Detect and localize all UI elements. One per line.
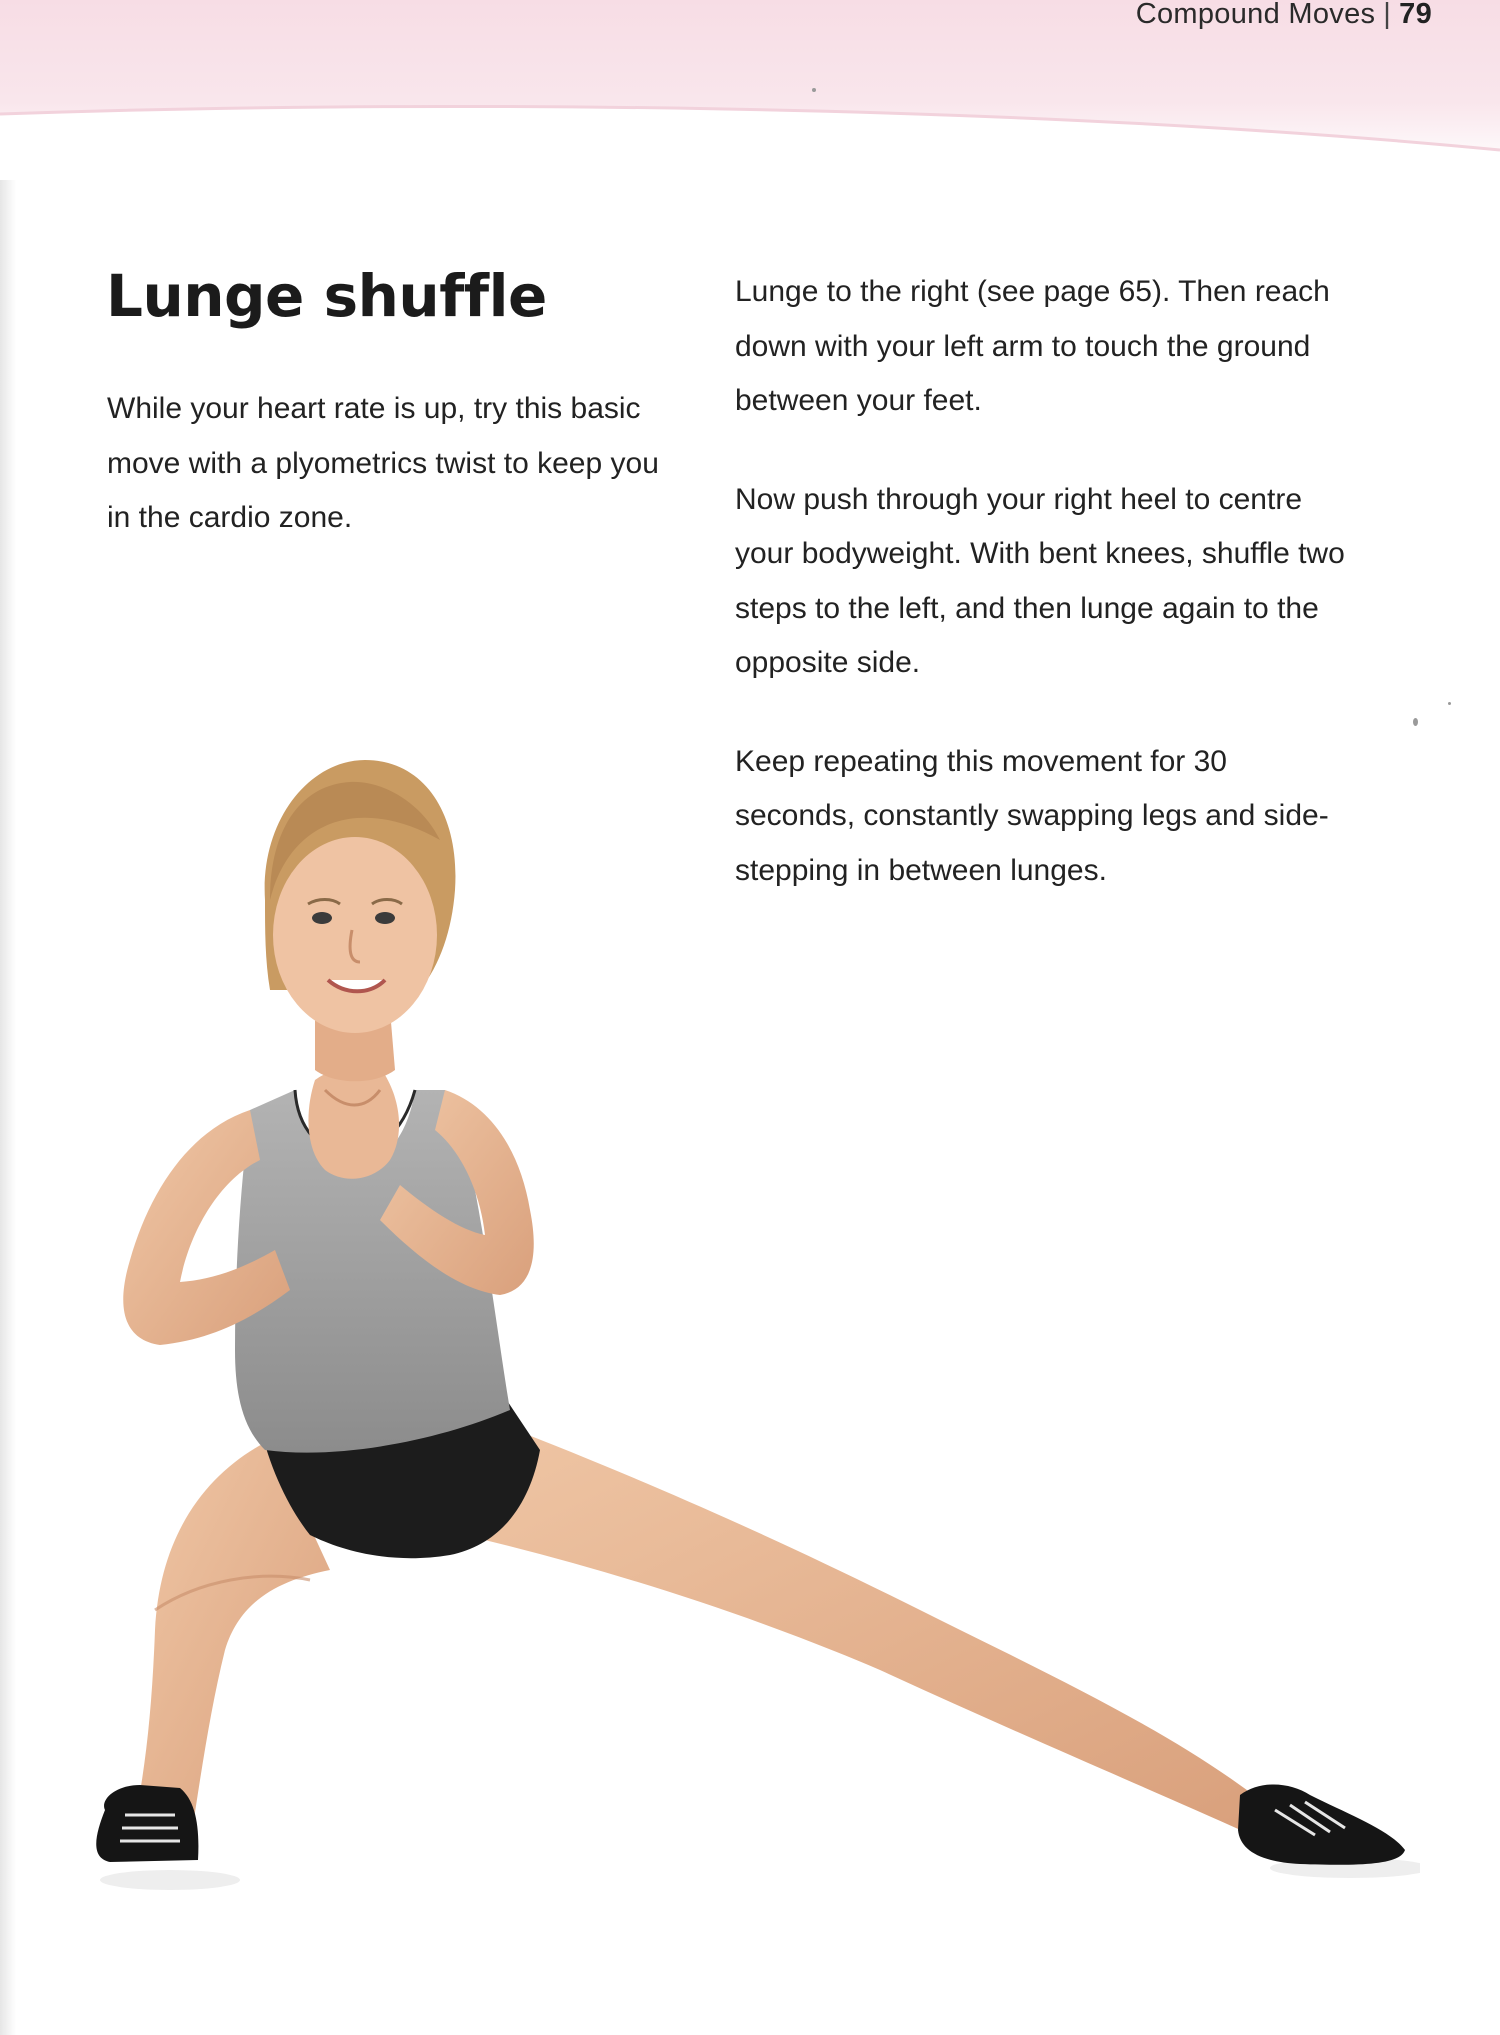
head [265,760,456,1033]
step-paragraph-2: Now push through your right heel to centre your bodyweight. With bent knees, shuffle two steps to the left, and then lunge again to the opposite side. [735,482,1345,679]
right-shoe [96,1785,198,1862]
floor-shadow [100,1858,1420,1890]
extended-leg [420,1420,1260,1832]
header-curve [0,80,1500,180]
print-speck [1413,718,1418,726]
intro-paragraph: While your heart rate is up, try this basic move with a plyometrics twist to keep you in the cardio zone. [107,392,659,534]
step-paragraph-3: Keep repeating this movement for 30 seconds, constantly swapping legs and side-stepping in between lunges. [735,744,1329,887]
print-speck [1448,702,1451,705]
lunge-photo [60,570,1420,1910]
exercise-title: Lunge shuffle [106,262,547,330]
page-gutter-shadow [0,0,16,2035]
running-head-separator: | [1383,0,1392,30]
print-speck [812,88,816,92]
section-name: Compound Moves [1135,0,1376,30]
running-head [1136,0,1432,31]
page-number: 79 [1399,0,1432,30]
clasped-hands [308,1068,399,1179]
step-paragraph-1: Lunge to the right (see page 65). Then reach down with your left arm to touch the ground between your feet. [735,275,1330,417]
